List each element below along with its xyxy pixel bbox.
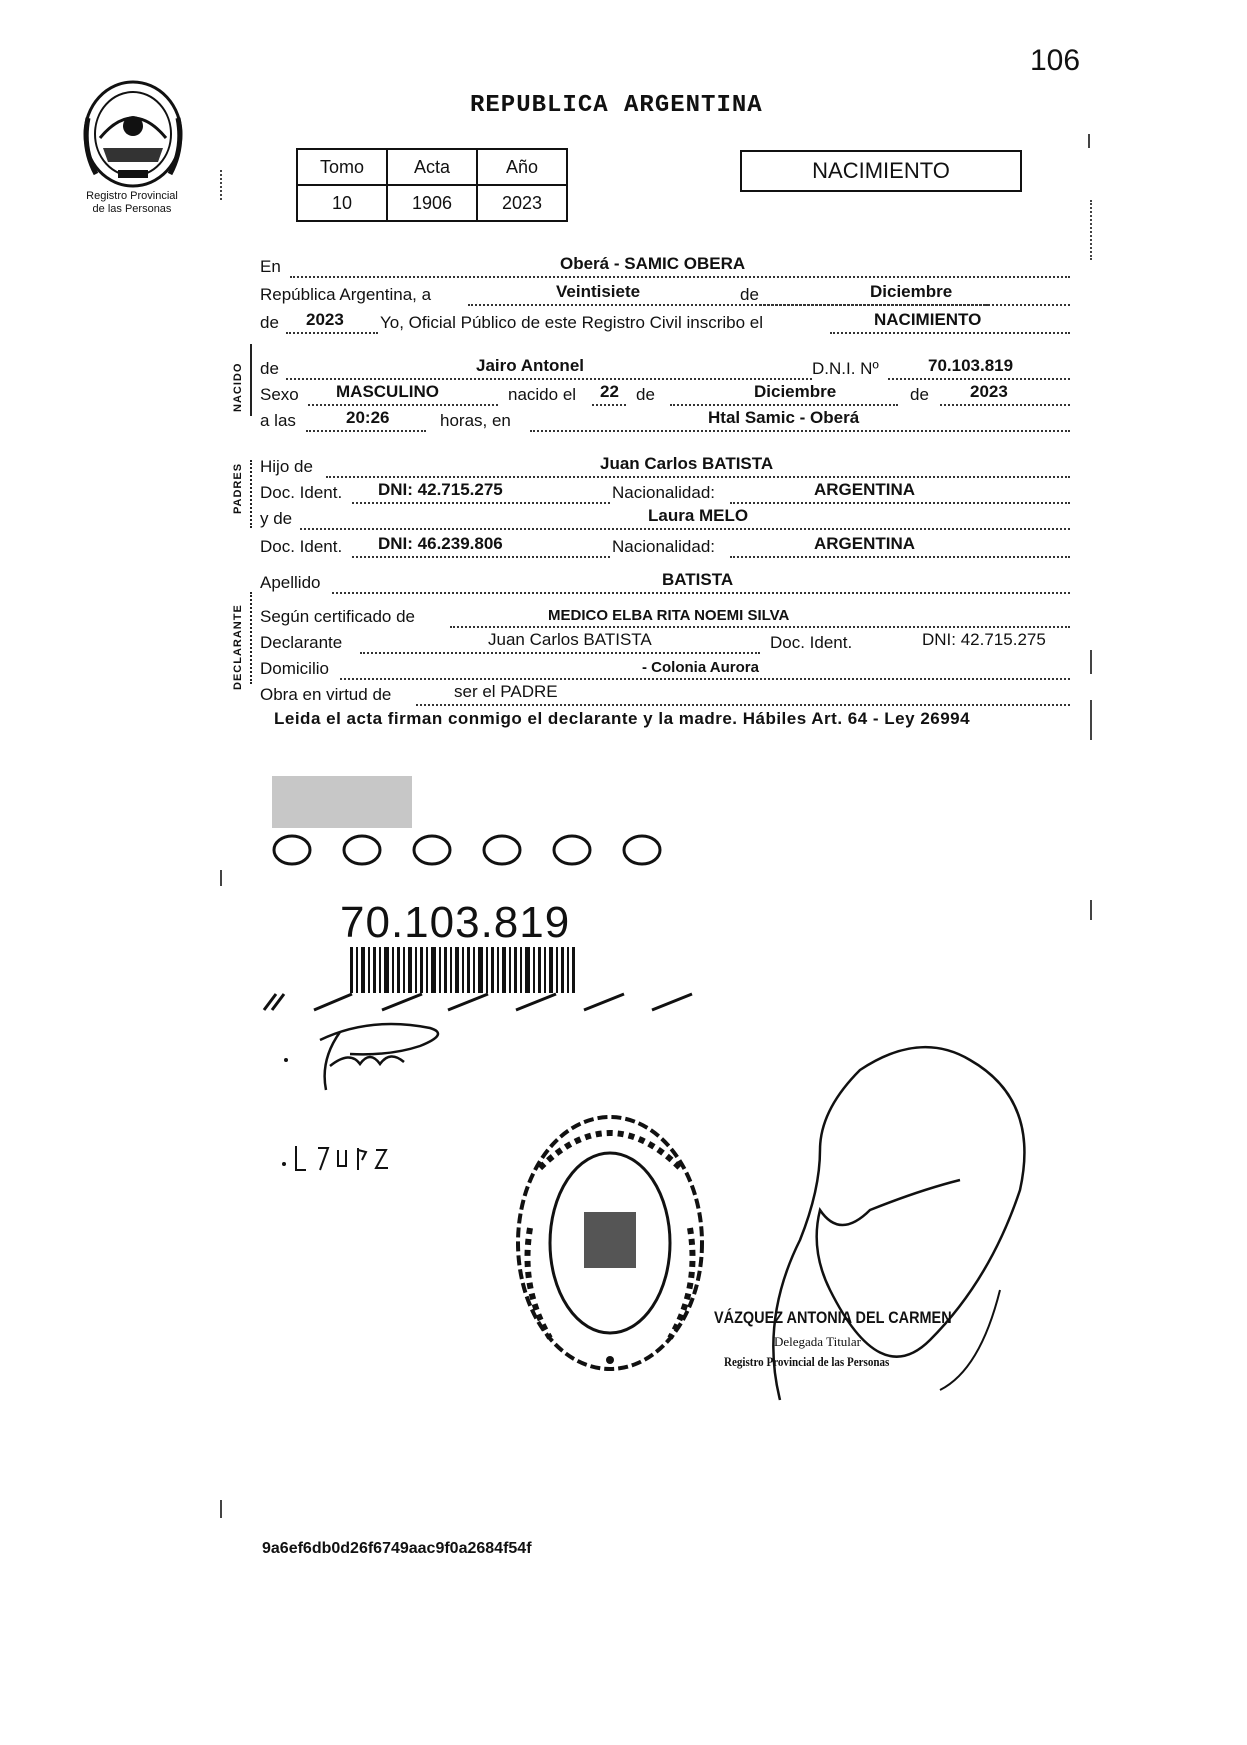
nacido-bracket: [250, 344, 252, 416]
closing-text: Leida el acta firman conmigo el declarante y la madre. Hábiles Art. 64 - Ley 26994: [274, 709, 971, 728]
father-doc: DNI: 42.715.275: [378, 480, 503, 499]
row-name: [260, 356, 1070, 382]
mother-signature-icon: [280, 1140, 400, 1180]
row-inscription: [260, 310, 1070, 336]
nacido-el-label: nacido el: [508, 385, 577, 404]
father-name: Juan Carlos BATISTA: [600, 454, 774, 473]
father-doc-label: Doc. Ident.: [260, 483, 343, 502]
domicilio-label: Domicilio: [260, 659, 329, 678]
row-certificate: [260, 604, 1070, 630]
tomo-header: Tomo: [297, 149, 387, 185]
margin-mark: [220, 1500, 222, 1518]
provincial-emblem-icon: [78, 78, 188, 190]
row-mother-doc: [260, 534, 1070, 560]
dni-large: 70.103.819: [340, 898, 571, 947]
tomo-value: 10: [297, 185, 387, 221]
month-value: Diciembre: [870, 282, 953, 301]
acta-header: Acta: [387, 149, 477, 185]
country-title: REPUBLICA ARGENTINA: [470, 92, 763, 119]
row-date: [260, 282, 1070, 308]
en-label: En: [260, 257, 281, 276]
sex-value: MASCULINO: [336, 382, 439, 401]
margin-mark: [1090, 650, 1092, 674]
official-role: Delegada Titular: [774, 1334, 862, 1349]
row-surname: [260, 570, 1070, 596]
padres-bracket: [250, 460, 252, 528]
official-registry: Registro Provincial de las Personas: [724, 1354, 890, 1369]
certificado-label: Según certificado de: [260, 607, 415, 626]
birth-de-year-label: de: [910, 385, 929, 404]
declarant-doc-label: Doc. Ident.: [770, 633, 853, 652]
republica-label: República Argentina, a: [260, 285, 432, 304]
declarante-label: Declarante: [260, 633, 343, 652]
anio-header: Año: [477, 149, 567, 185]
y-de-label: y de: [260, 509, 293, 528]
apellido-label: Apellido: [260, 573, 321, 592]
declarant-doc: DNI: 42.715.275: [922, 630, 1046, 649]
child-dni: 70.103.819: [928, 356, 1014, 375]
page-number: 106: [1030, 44, 1081, 77]
margin-mark: [1090, 200, 1092, 260]
record-reference-table: [296, 148, 568, 222]
mother-nationality-label: Nacionalidad:: [612, 537, 716, 556]
place-value: Oberá - SAMIC OBERA: [560, 254, 746, 273]
row-declarant: [260, 630, 1070, 656]
anio-value: 2023: [477, 185, 567, 221]
margin-mark: [1090, 900, 1092, 920]
section-nacido: NACIDO: [232, 362, 244, 412]
dni-label: D.N.I. Nº: [812, 359, 879, 378]
official-signature-icon: [740, 1040, 1090, 1430]
section-padres: PADRES: [232, 462, 244, 514]
de-label: de: [740, 285, 759, 304]
birth-de-label: de: [636, 385, 655, 404]
emblem-label-line2: de las Personas: [92, 203, 172, 215]
event-value: NACIMIENTO: [874, 310, 982, 329]
address-value: - Colonia Aurora: [642, 659, 759, 676]
certificate-value: MEDICO ELBA RITA NOEMI SILVA: [548, 607, 790, 624]
barcode-icon: [350, 947, 575, 993]
declarant-signature-icon: [280, 1020, 460, 1100]
hijo-de-label: Hijo de: [260, 457, 313, 476]
year-value: 2023: [306, 310, 344, 329]
row-time: [260, 408, 1070, 434]
birth-day: 22: [600, 382, 619, 401]
birth-place: Htal Samic - Oberá: [708, 408, 860, 427]
father-nationality: ARGENTINA: [814, 480, 916, 499]
sexo-label: Sexo: [260, 385, 299, 404]
row-place: [260, 254, 1070, 280]
row-father-doc: [260, 480, 1070, 506]
record-type-box: NACIMIENTO: [740, 150, 1022, 192]
declarant-name: Juan Carlos BATISTA: [488, 630, 652, 649]
mother-doc: DNI: 46.239.806: [378, 534, 503, 553]
row-mother: [260, 506, 1070, 532]
day-words: Veintisiete: [556, 282, 641, 301]
birth-month: Diciembre: [754, 382, 837, 401]
capacity-value: ser el PADRE: [454, 682, 558, 701]
margin-mark: [220, 870, 222, 886]
official-name: VÁZQUEZ ANTONIA DEL CARMEN: [714, 1308, 952, 1327]
mother-nationality: ARGENTINA: [814, 534, 916, 553]
birth-year: 2023: [970, 382, 1008, 401]
father-nationality-label: Nacionalidad:: [612, 483, 716, 502]
surname-value: BATISTA: [662, 570, 734, 589]
section-declarante: DECLARANTE: [232, 604, 244, 690]
obra-label: Obra en virtud de: [260, 685, 392, 704]
mother-name: Laura MELO: [648, 506, 749, 525]
child-name: Jairo Antonel: [476, 356, 584, 375]
de-year-label: de: [260, 313, 279, 332]
row-capacity: [260, 682, 1070, 708]
official-seal-icon: [510, 1108, 710, 1378]
declarante-bracket: [250, 592, 252, 684]
acta-value: 1906: [387, 185, 477, 221]
row-father: [260, 454, 1070, 480]
a-las-label: a las: [260, 411, 296, 430]
security-strip-icon: [262, 992, 702, 1012]
row-address: [260, 656, 1070, 682]
emblem-label-line1: Registro Provincial: [86, 190, 178, 202]
security-stamp-icon: [262, 768, 682, 868]
horas-label: horas, en: [440, 411, 511, 430]
margin-mark: [1088, 134, 1090, 148]
row-sex: [260, 382, 1070, 408]
document-hash: 9a6ef6db0d26f6749aac9f0a2684f54f: [262, 1540, 532, 1557]
margin-mark: [220, 170, 222, 200]
de-name-label: de: [260, 359, 279, 378]
inscribo-text: Yo, Oficial Público de este Registro Civil inscribo el: [380, 313, 763, 332]
emblem-label: [62, 190, 202, 216]
margin-mark: [1090, 700, 1092, 740]
birth-time: 20:26: [346, 408, 390, 427]
mother-doc-label: Doc. Ident.: [260, 537, 343, 556]
